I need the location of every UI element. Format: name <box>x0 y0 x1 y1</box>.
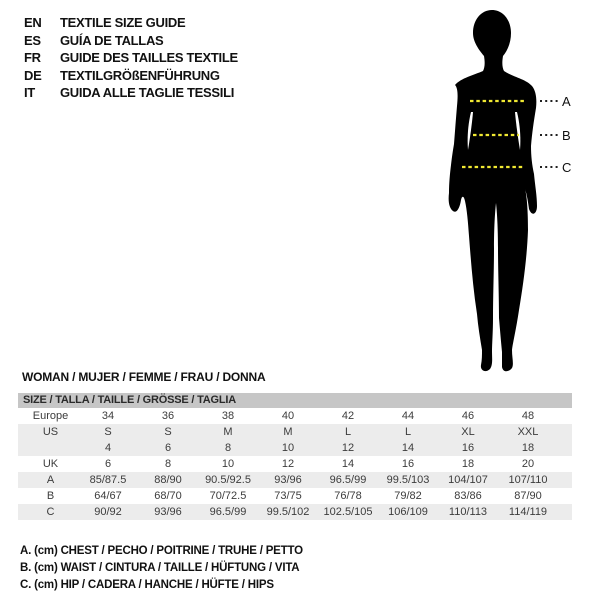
row-label: C <box>46 506 55 518</box>
table-cell: 64/67 <box>94 490 122 502</box>
language-title: GUIDA ALLE TAGLIE TESSILI <box>60 85 235 100</box>
size-table <box>18 393 572 520</box>
legend-hip: C. (cm) HIP / CADERA / HANCHE / HÜFTE / HIPS <box>20 579 274 591</box>
hip-label: C <box>562 160 572 175</box>
table-row <box>18 456 572 472</box>
table-cell: 76/78 <box>334 490 362 502</box>
section-title: WOMAN / MUJER / FEMME / FRAU / DONNA <box>22 370 266 384</box>
row-label: A <box>46 474 55 486</box>
table-cell: 110/113 <box>448 506 488 518</box>
table-cell: S <box>164 426 172 438</box>
table-cell: 4 <box>104 442 112 454</box>
table-row <box>18 440 572 456</box>
table-cell: 99.5/103 <box>386 474 430 486</box>
table-cell: 8 <box>164 458 172 470</box>
table-cell: 83/86 <box>454 490 482 502</box>
table-cell: 16 <box>461 442 475 454</box>
language-title-list <box>24 14 238 102</box>
table-cell: 90/92 <box>94 506 122 518</box>
table-cell: 87/90 <box>514 490 542 502</box>
table-cell: M <box>223 426 233 438</box>
language-title: GUIDE DES TAILLES TEXTILE <box>60 50 238 65</box>
table-cell: 96.5/99 <box>209 506 247 518</box>
table-cell: S <box>104 426 112 438</box>
table-cell: 99.5/102 <box>266 506 310 518</box>
language-code: IT <box>24 85 35 100</box>
feet-gap <box>492 348 502 372</box>
table-cell: 73/75 <box>274 490 302 502</box>
table-cell: 20 <box>521 458 535 470</box>
table-cell: 88/90 <box>154 474 182 486</box>
size-table-body <box>18 408 572 520</box>
table-cell: 18 <box>461 458 475 470</box>
table-cell: 104/107 <box>448 474 488 486</box>
table-cell: XXL <box>517 426 539 438</box>
table-cell: 36 <box>161 410 175 422</box>
table-cell: 93/96 <box>274 474 302 486</box>
table-cell: 14 <box>401 442 415 454</box>
table-cell: 6 <box>164 442 172 454</box>
table-cell: 38 <box>221 410 235 422</box>
body-measurement-diagram <box>420 0 600 380</box>
table-cell: 10 <box>281 442 295 454</box>
row-label: B <box>46 490 55 502</box>
language-row-en <box>24 14 238 32</box>
table-cell: 68/70 <box>154 490 182 502</box>
legend-waist: B. (cm) WAIST / CINTURA / TAILLE / HÜFTUNG / VITA <box>20 562 300 574</box>
row-label: UK <box>42 458 59 470</box>
language-row-it <box>24 84 238 102</box>
table-cell: XL <box>461 426 475 438</box>
table-cell: 114/119 <box>508 506 548 518</box>
table-row <box>18 488 572 504</box>
table-cell: 46 <box>461 410 475 422</box>
language-code: EN <box>24 15 42 30</box>
table-row <box>18 424 572 440</box>
language-row-es <box>24 32 238 50</box>
table-cell: 18 <box>521 442 535 454</box>
table-cell: 42 <box>341 410 355 422</box>
language-code: DE <box>24 67 42 83</box>
language-row-fr <box>24 49 238 67</box>
table-row <box>18 408 572 424</box>
chest-label: A <box>562 94 571 109</box>
legend-chest: A. (cm) CHEST / PECHO / POITRINE / TRUHE / PETTO <box>20 545 303 557</box>
table-cell: 10 <box>221 458 235 470</box>
row-label: Europe <box>32 410 69 422</box>
table-cell: 6 <box>104 458 112 470</box>
table-cell: 12 <box>341 442 355 454</box>
table-cell: 107/110 <box>508 474 548 486</box>
table-cell: 34 <box>101 410 115 422</box>
table-cell: 102.5/105 <box>323 506 373 518</box>
table-cell: 12 <box>281 458 295 470</box>
table-row <box>18 504 572 520</box>
waist-label: B <box>562 128 571 143</box>
table-cell: 70/72.5 <box>209 490 247 502</box>
table-cell: 48 <box>521 410 535 422</box>
row-label: US <box>42 426 59 438</box>
table-cell: 90.5/92.5 <box>205 474 251 486</box>
table-cell: L <box>344 426 352 438</box>
language-title: TEXTILGRÖßENFÜHRUNG <box>60 67 220 83</box>
table-cell: L <box>404 426 412 438</box>
table-cell: 14 <box>341 458 355 470</box>
table-cell: 85/87.5 <box>89 474 127 486</box>
row-label <box>18 440 78 456</box>
table-cell: M <box>283 426 293 438</box>
woman-silhouette <box>449 10 537 371</box>
language-title: TEXTILE SIZE GUIDE <box>60 15 186 30</box>
measurement-legend <box>20 543 303 594</box>
table-cell: 16 <box>401 458 415 470</box>
woman-silhouette-figure <box>420 0 600 380</box>
language-row-de <box>24 67 238 85</box>
language-code: ES <box>24 32 41 48</box>
table-cell: 79/82 <box>394 490 422 502</box>
language-code: FR <box>24 50 41 65</box>
table-cell: 106/109 <box>388 506 428 518</box>
size-table-header: SIZE / TALLA / TAILLE / GRÖSSE / TAGLIA <box>18 393 572 408</box>
table-cell: 44 <box>401 410 415 422</box>
table-cell: 40 <box>281 410 295 422</box>
table-cell: 96.5/99 <box>329 474 367 486</box>
language-title: GUÍA DE TALLAS <box>60 32 164 48</box>
table-cell: 8 <box>224 442 232 454</box>
table-row <box>18 472 572 488</box>
table-cell: 93/96 <box>154 506 182 518</box>
